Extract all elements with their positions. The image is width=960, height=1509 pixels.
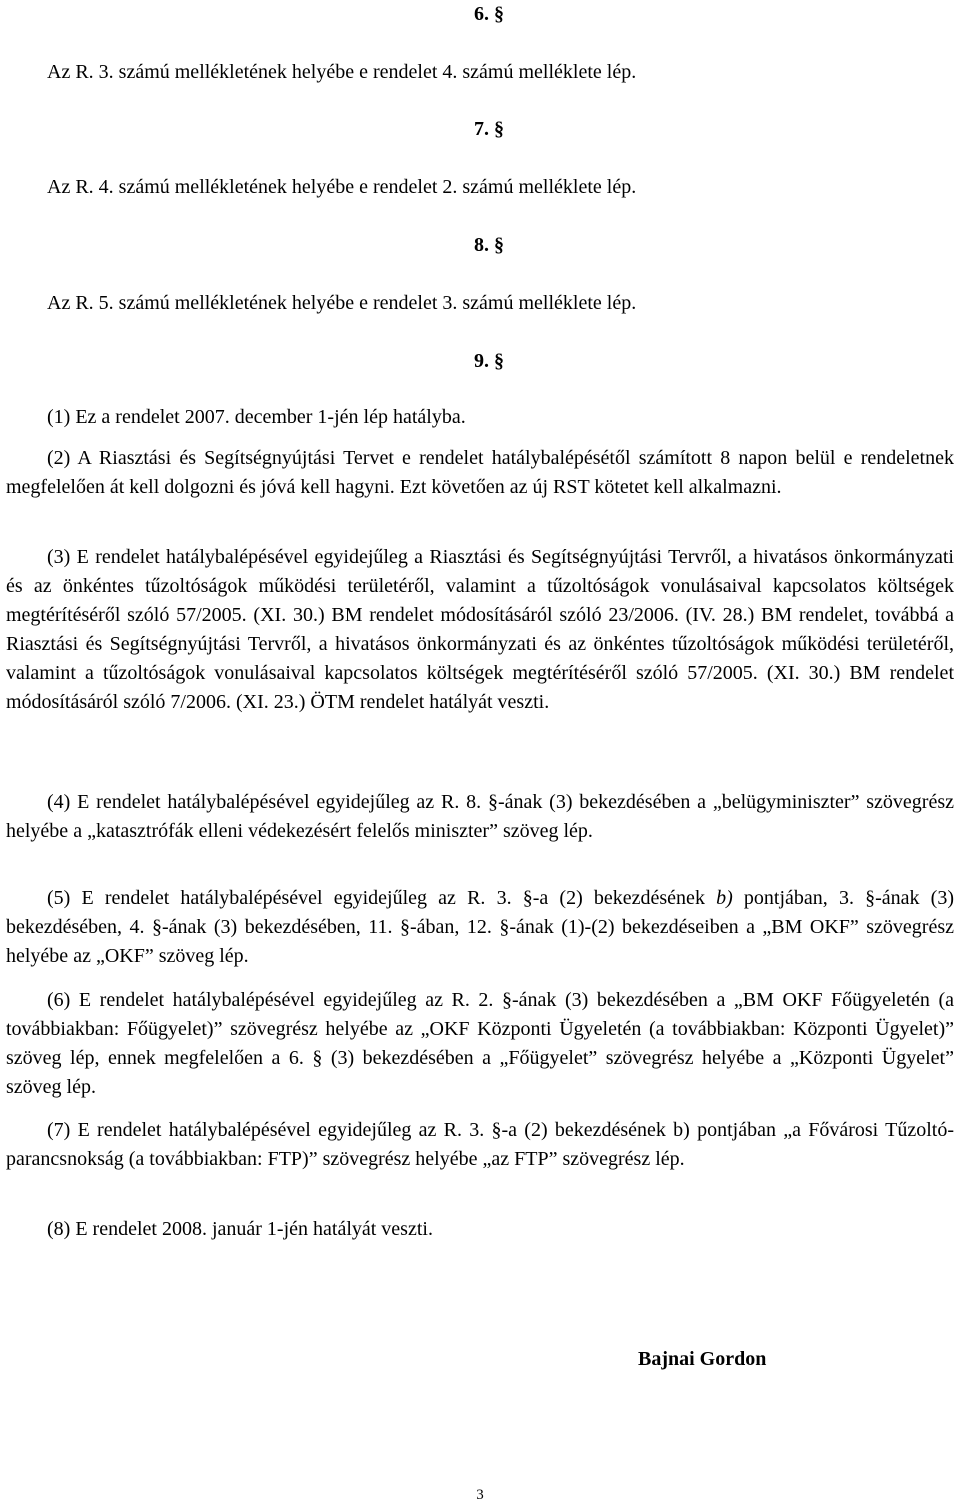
section-9-paragraph-7: (7) E rendelet hatálybalépésével egyidejűleg az R. 3. §-a (2) bekezdésének b) pontjában „a Fővárosi Tűzoltó-parancsnokság (a továbbiakban: FTP)” szövegrész helyébe „az FTP” szövegrész lép. — [6, 1119, 954, 1170]
paragraph-5-text-c: pontjában, 3. §-ának (3) bekezdésében, 4. §-ának (3) bekezdésében, 11. §-ában, 12. §-ának (1)-(2) bekezdéseiben a „BM OKF” szövegrész helyébe az „OKF” szöveg lép. — [6, 887, 955, 967]
paragraph-5-text-a: (5) E rendelet hatálybalépésével egyidejűleg az R. 3. §-a (2) bekezdésének — [47, 887, 717, 909]
section-9-paragraph-5 — [6, 884, 954, 971]
section-heading-8: 8. § — [474, 234, 504, 256]
section-heading-9: 9. § — [474, 350, 504, 372]
section-7-text: Az R. 4. számú mellékletének helyébe e rendelet 2. számú melléklete lép. — [47, 176, 637, 198]
page-number: 3 — [476, 1487, 484, 1503]
section-heading-6: 6. § — [474, 3, 504, 25]
section-6-text: Az R. 3. számú mellékletének helyébe e rendelet 4. számú melléklete lép. — [47, 61, 637, 83]
section-9-paragraph-6: (6) E rendelet hatálybalépésével egyidejűleg az R. 2. §-ának (3) bekezdésében a „BM OKF Főügyeletén (a továbbiakban: Főügyelet)” szövegrész helyébe az „OKF Központi Ügyeletén (a továbbiakban: Központi Ügyelet)” szöveg lép, ennek megfelelően a 6. § (3) bekezdésében a „Főügyelet” szövegrész helyébe a „Központi Ügyelet” szöveg lép. — [6, 989, 954, 1098]
section-heading-7: 7. § — [474, 118, 504, 140]
signature-name: Bajnai Gordon — [638, 1348, 767, 1370]
paragraph-5-italic-b: b) — [716, 887, 733, 909]
section-9-paragraph-4: (4) E rendelet hatálybalépésével egyidejűleg az R. 8. §-ának (3) bekezdésében a „belügyminiszter” szövegrész helyébe a „katasztrófák elleni védekezésért felelős miniszter” szöveg lép. — [6, 791, 954, 842]
section-9-paragraph-1: (1) Ez a rendelet 2007. december 1-jén lép hatályba. — [47, 406, 466, 428]
section-9-paragraph-8: (8) E rendelet 2008. január 1-jén hatályát veszti. — [47, 1218, 433, 1240]
section-9-paragraph-2: (2) A Riasztási és Segítségnyújtási Tervet e rendelet hatálybalépésétől számított 8 napon belül e rendeletnek megfelelően át kell dolgozni és jóvá kell hagyni. Ezt követően az új RST kötetet kell alkalmazni. — [6, 447, 954, 498]
section-8-text: Az R. 5. számú mellékletének helyébe e rendelet 3. számú melléklete lép. — [47, 292, 637, 314]
section-9-paragraph-3: (3) E rendelet hatálybalépésével egyidejűleg a Riasztási és Segítségnyújtási Tervről, a hivatásos önkormányzati és az önkéntes tűzoltóságok működési területéről, valamint a tűzoltóságok vonulásaival kapcsolatos költségek megtérítéséről szóló 57/2005. (XI. 30.) BM rendelet módosításáról szóló 23/2006. (IV. 28.) BM rendelet, továbbá a Riasztási és Segítségnyújtási Tervről, a hivatásos önkormányzati és az önkéntes tűzoltóságok működési területéről, valamint a tűzoltóságok vonulásaival kapcsolatos költségek megtérítéséről szóló 57/2005. (XI. 30.) BM rendelet módosításáról szóló 7/2006. (XI. 23.) ÖTM rendelet hatályát veszti. — [6, 546, 954, 713]
